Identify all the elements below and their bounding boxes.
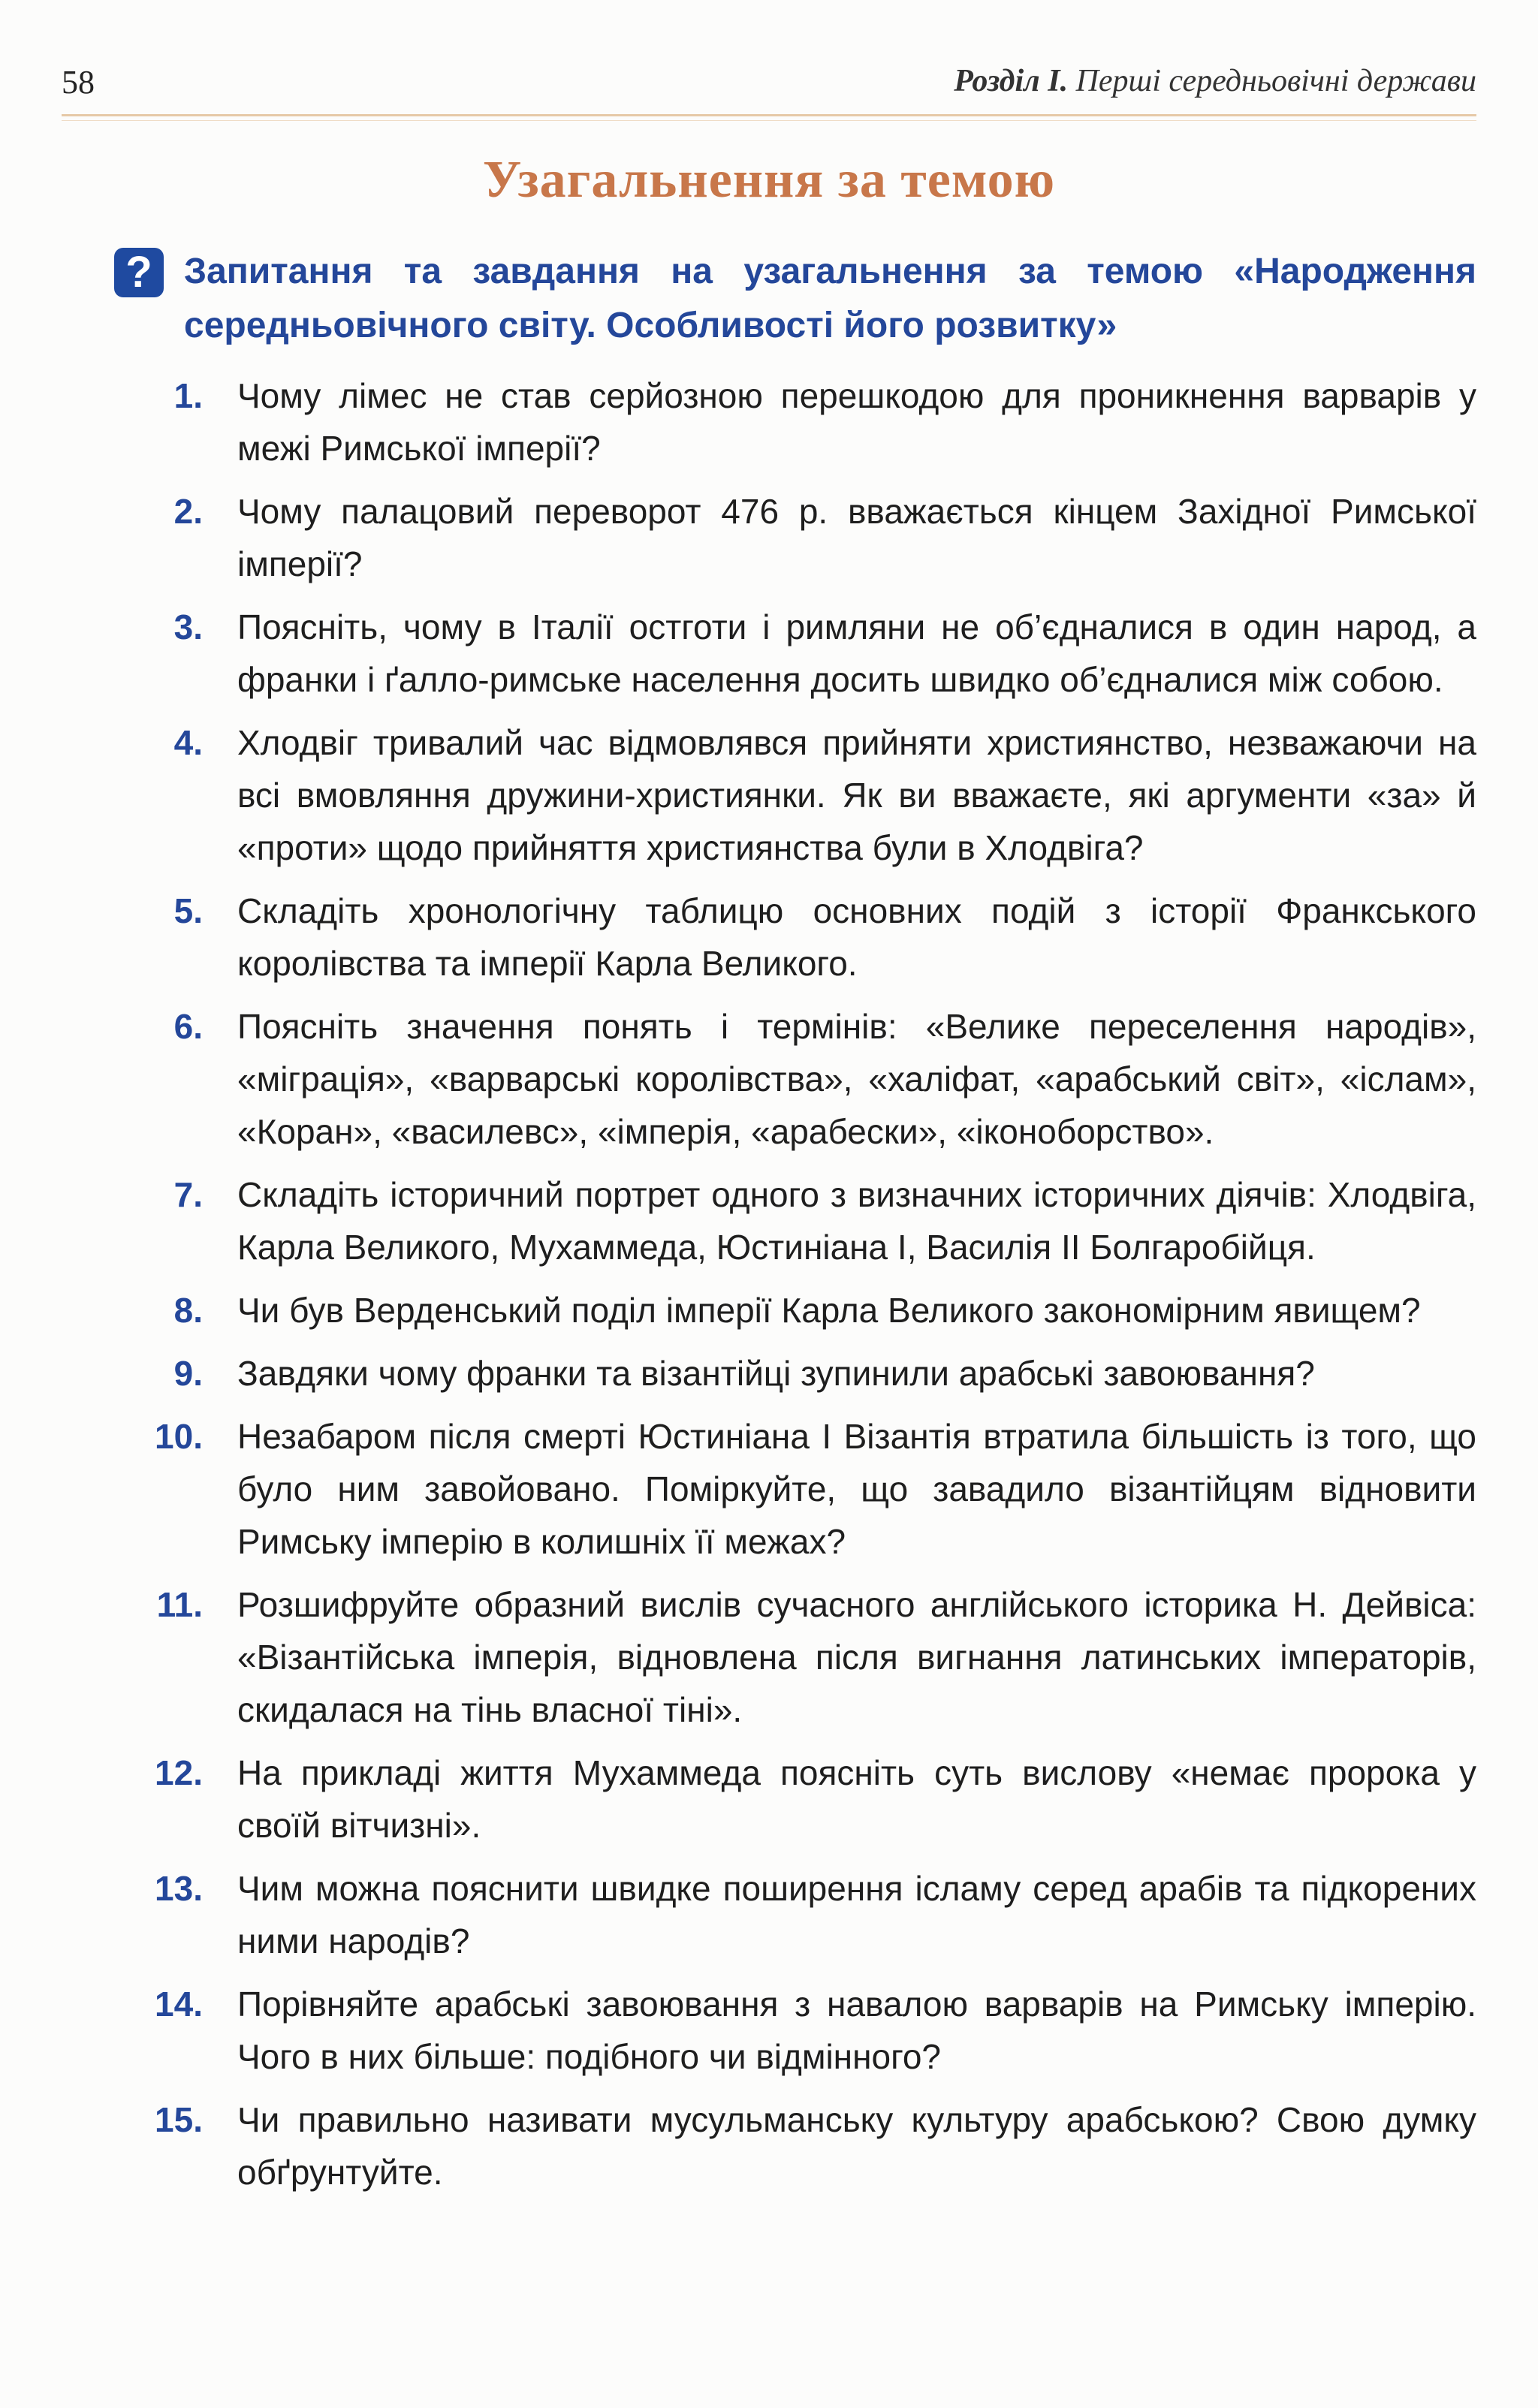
item-number: 9.: [173, 1354, 203, 1393]
list-item: [0, 369, 1538, 475]
item-number: 14.: [155, 1985, 203, 2024]
questions-heading: Запитання та завдання на узагальнення за темою «Народження середньовічного світу. Особливості його розвитку»: [184, 252, 1476, 345]
item-text: Чим можна пояснити швидке поширення ісламу серед арабів та підкорених ними народів?: [237, 1869, 1476, 1960]
item-number: 7.: [173, 1175, 203, 1214]
list-item: [0, 1978, 1538, 2083]
section-title: Узагальнення за темою: [482, 151, 1056, 209]
item-text: Чи був Верденський поділ імперії Карла Великого закономірним явищем?: [237, 1291, 1421, 1330]
list-item: [0, 885, 1538, 990]
item-number: 2.: [173, 492, 203, 531]
list-item: [0, 1347, 1538, 1400]
item-number: 5.: [173, 891, 203, 930]
item-text: Чи правильно називати мусульманську культуру арабською? Свою думку обґрунтуйте.: [237, 2100, 1476, 2192]
list-item: [0, 1410, 1538, 1568]
list-item: [0, 1578, 1538, 1736]
item-number: 1.: [173, 376, 203, 415]
item-text: Чому палацовий переворот 476 р. вважається кінцем Західної Римської імперії?: [237, 492, 1476, 583]
list-item: [0, 1168, 1538, 1273]
item-number: 6.: [173, 1007, 203, 1046]
item-text: Поясніть значення понять і термінів: «Велике переселення народів», «міграція», «варварські королівства», «халіфат, «арабський світ», «іслам», «Коран», «василевс», «імперія, «арабески», «іконоборство».: [237, 1007, 1476, 1151]
list-item: [0, 1284, 1538, 1337]
item-text: На прикладі життя Мухаммеда поясніть суть вислову «немає пророка у своїй вітчизні».: [237, 1753, 1476, 1845]
header-rule: [62, 114, 1476, 116]
item-number: 10.: [155, 1417, 203, 1456]
list-item: [0, 1746, 1538, 1852]
running-header: [954, 63, 1476, 99]
questions-list: [0, 369, 1538, 2209]
item-text: Незабаром після смерті Юстиніана І Візантія втратила більшість із того, що було ним завойовано. Поміркуйте, що завадило візантійцям відновити Римську імперію в колишніх її межах?: [237, 1417, 1476, 1561]
list-item: [0, 485, 1538, 590]
list-item: [0, 1862, 1538, 1967]
item-number: 4.: [173, 723, 203, 762]
list-item: [0, 716, 1538, 874]
item-number: 3.: [173, 607, 203, 646]
item-text: Складіть історичний портрет одного з визначних історичних діячів: Хлодвіга, Карла Великого, Мухаммеда, Юстиніана І, Василія ІІ Болгаробійця.: [237, 1175, 1476, 1267]
item-text: Хлодвіг тривалий час відмовлявся прийняти християнство, незважаючи на всі вмовляння дружини-християнки. Як ви вважаєте, які аргументи «за» й «проти» щодо прийняття християнства були в Хлодвіга?: [237, 723, 1476, 867]
item-number: 13.: [155, 1869, 203, 1908]
item-number: 11.: [156, 1585, 203, 1624]
item-text: Розшифруйте образний вислів сучасного англійського історика Н. Дейвіса: «Візантійська імперія, відновлена після вигнання латинських імператорів, скидалася на тінь власної тіні».: [237, 1585, 1476, 1729]
item-number: 8.: [173, 1291, 203, 1330]
item-text: Завдяки чому франки та візантійці зупинили арабські завоювання?: [237, 1354, 1315, 1393]
item-number: 15.: [155, 2100, 203, 2139]
item-text: Поясніть, чому в Італії остготи і римляни не об’єдналися в один народ, а франки і ґалло-римське населення досить швидко об’єдналися між собою.: [237, 607, 1476, 699]
running-header-chapter: Перші середньовічні держави: [1075, 64, 1476, 98]
running-header-section: Розділ І.: [954, 64, 1069, 98]
item-text: Чому лімес не став серйозною перешкодою для проникнення варварів у межі Римської імперії?: [237, 376, 1476, 468]
list-item: [0, 1000, 1538, 1158]
list-item: [0, 2093, 1538, 2199]
item-text: Порівняйте арабські завоювання з навалою варварів на Римську імперію. Чого в них більше: подібного чи відмінного?: [237, 1985, 1476, 2076]
page-number: 58: [62, 64, 95, 101]
question-mark-icon: ?: [114, 248, 164, 297]
header-rule-thin: [62, 120, 1476, 121]
item-number: 12.: [155, 1753, 203, 1792]
item-text: Складіть хронологічну таблицю основних подій з історії Франкського королівства та імперії Карла Великого.: [237, 891, 1476, 983]
list-item: [0, 601, 1538, 706]
